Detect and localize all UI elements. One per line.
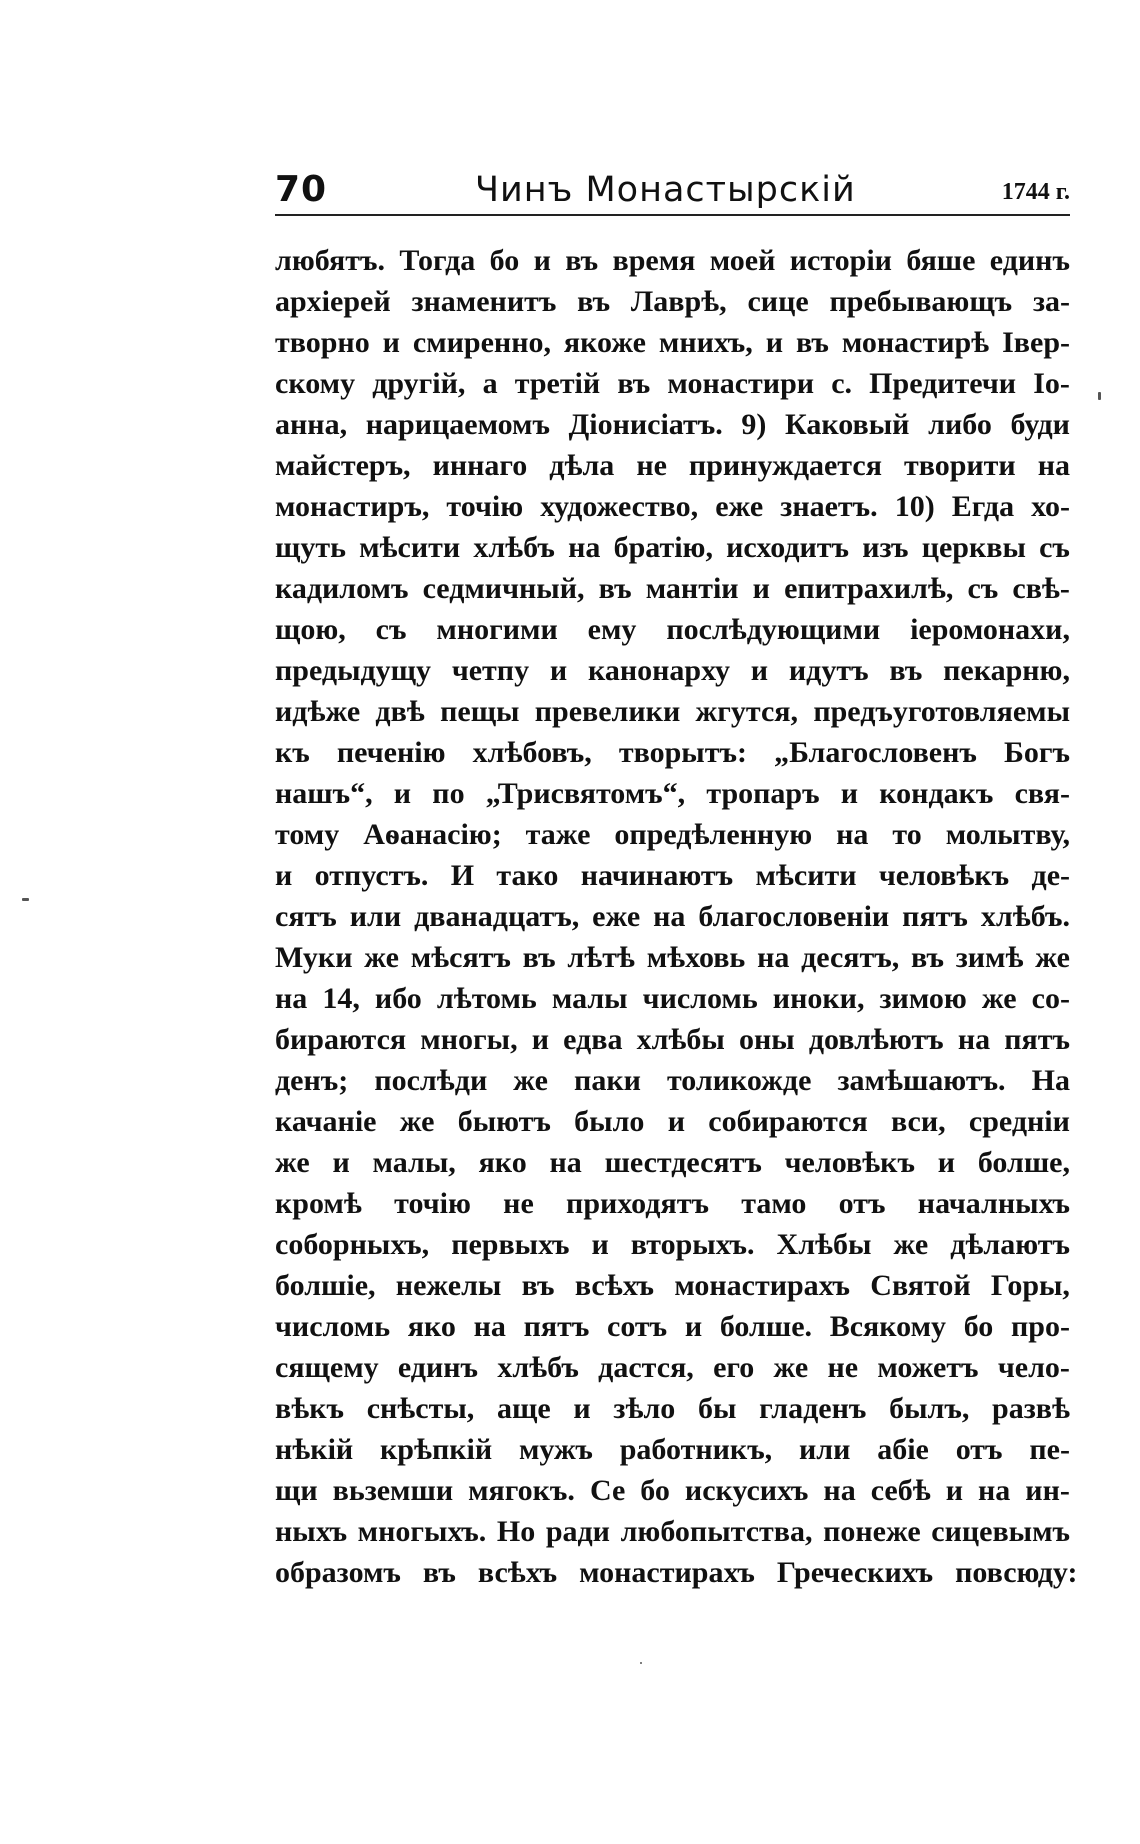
text-line: предыдущу четпу и канонарху и идутъ въ пекарню,	[275, 654, 1070, 687]
text-line: щуть мѣсити хлѣбъ на братію, исходитъ изъ церквы съ	[275, 531, 1070, 564]
text-line: сятъ или дванадцатъ, еже на благословеніи пятъ хлѣбъ.	[275, 900, 1070, 933]
text-line: бираются многы, и едва хлѣбы оны довлѣютъ на пятъ	[275, 1023, 1070, 1056]
text-line: на 14, ибо лѣтомь малы числомь иноки, зимою же со-	[275, 982, 1070, 1015]
text-line: нѣкій крѣпкій мужъ работникъ, или абіе отъ пе-	[275, 1433, 1070, 1466]
margin-mark	[1098, 392, 1101, 400]
text-line: монастиръ, точію художество, еже знаетъ. 10) Егда хо-	[275, 490, 1070, 523]
margin-mark	[640, 1662, 642, 1664]
text-line: щою, съ многими ему послѣдующими іеромонахи,	[275, 613, 1070, 646]
text-line: числомь яко на пятъ сотъ и болше. Всякому бо про-	[275, 1310, 1070, 1343]
text-line: майстеръ, иннаго дѣла не принуждается творити на	[275, 449, 1070, 482]
page-header	[275, 168, 1070, 212]
text-line: тому Аѳанасію; таже опредѣленную на то молытву,	[275, 818, 1070, 851]
text-line: кадиломъ седмичный, въ мантіи и епитрахилѣ, съ свѣ-	[275, 572, 1070, 605]
margin-mark	[22, 898, 29, 901]
text-line: вѣкъ снѣсты, аще и зѣло бы гладенъ былъ, развѣ	[275, 1392, 1070, 1425]
text-line: нашъ“, и по „Трисвятомъ“, тропаръ и кондакъ свя-	[275, 777, 1070, 810]
text-line: болшіе, нежелы въ всѣхъ монастирахъ Святой Горы,	[275, 1269, 1070, 1302]
text-line: щи вьземши мягокъ. Се бо искусихъ на себѣ и на ин-	[275, 1474, 1070, 1507]
text-line: къ печенію хлѣбовъ, творытъ: „Благословенъ Богъ	[275, 736, 1070, 769]
text-line: же и малы, яко на шестдесятъ человѣкъ и болше,	[275, 1146, 1070, 1179]
text-line: идѣже двѣ пещы превелики жгутся, предъуготовляемы	[275, 695, 1070, 728]
page-number: 70	[275, 169, 328, 210]
text-line: ныхъ многыхъ. Но ради любопытства, понеже сицевымъ	[275, 1515, 1070, 1548]
year-label: 1744 г.	[1001, 179, 1070, 205]
text-line: любятъ. Тогда бо и въ время моей исторіи бяше единъ	[275, 244, 1070, 277]
text-line: соборныхъ, первыхъ и вторыхъ. Хлѣбы же дѣлаютъ	[275, 1228, 1070, 1261]
text-line: кромѣ точію не приходятъ тамо отъ началныхъ	[275, 1187, 1070, 1220]
text-line: архіерей знаменитъ въ Лаврѣ, сице пребывающъ за-	[275, 285, 1070, 318]
text-line: творно и смиренно, якоже мнихъ, и въ монастирѣ Івер-	[275, 326, 1070, 359]
body-text	[275, 240, 1078, 1593]
text-line: Муки же мѣсятъ въ лѣтѣ мѣховь на десятъ, въ зимѣ же	[275, 941, 1070, 974]
text-line: качаніе же быютъ было и собираются вси, средніи	[275, 1105, 1070, 1138]
text-line: анна, нарицаемомъ Діонисіатъ. 9) Каковый либо буди	[275, 408, 1070, 441]
text-line: образомъ въ всѣхъ монастирахъ Греческихъ повсюду:	[275, 1556, 1078, 1589]
header-rule	[275, 214, 1070, 216]
text-line: денъ; послѣди же паки толикожде замѣшаютъ. На	[275, 1064, 1070, 1097]
text-line: и отпустъ. И тако начинаютъ мѣсити человѣкъ де-	[275, 859, 1070, 892]
text-line: сящему единъ хлѣбъ дастся, его же не можетъ чело-	[275, 1351, 1070, 1384]
text-line: скому другій, а третій въ монастири с. Предитечи Іо-	[275, 367, 1070, 400]
running-title: Чинъ Монастырскій	[475, 170, 856, 210]
